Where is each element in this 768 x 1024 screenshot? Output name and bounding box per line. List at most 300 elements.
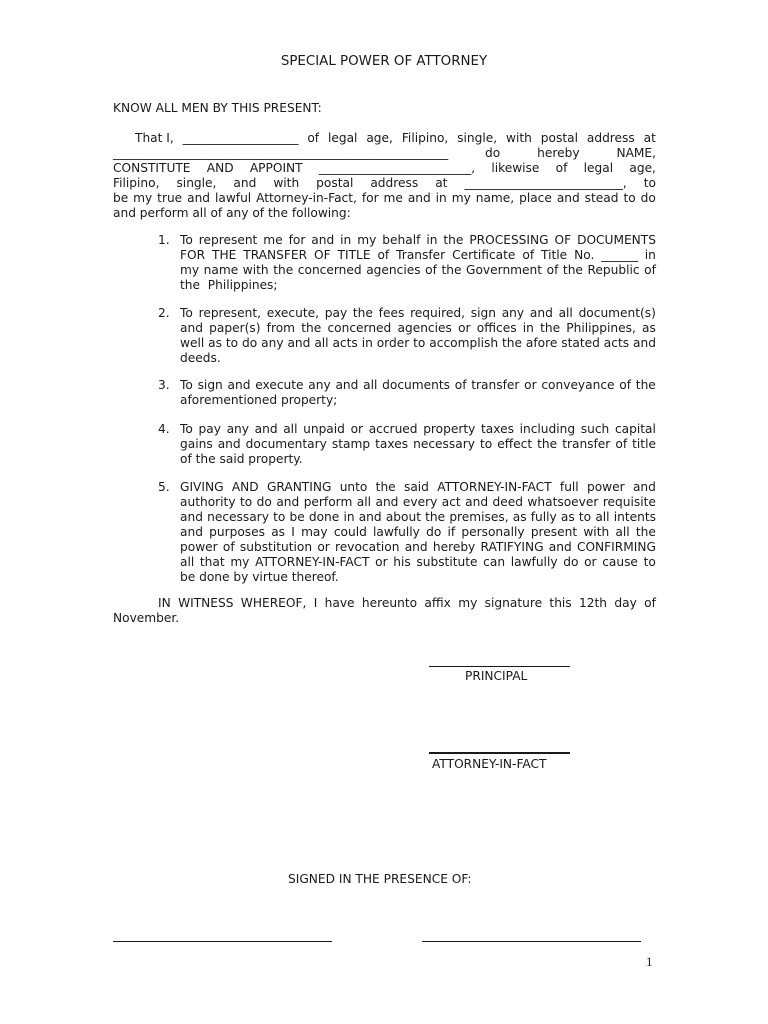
page-number: 1 — [646, 954, 653, 969]
word: lawfully — [373, 525, 420, 539]
word: at — [435, 176, 448, 190]
word: IN — [158, 596, 171, 610]
word: To — [180, 306, 193, 320]
word: Attorney-in-Fact, — [256, 191, 357, 205]
word: single, — [457, 131, 498, 145]
word: affix — [424, 596, 451, 610]
word: and — [632, 480, 656, 494]
word: about — [385, 510, 421, 524]
word: ______ — [601, 248, 638, 262]
word: FOR — [180, 248, 206, 262]
word: acts — [332, 336, 358, 350]
word: unpaid — [303, 422, 345, 436]
word: to — [225, 336, 239, 350]
word: No. — [574, 248, 595, 262]
word: true — [157, 191, 183, 205]
word: effect — [497, 437, 533, 451]
word: signature — [484, 596, 543, 610]
word: age, — [629, 161, 656, 175]
item-number: 3. — [158, 378, 170, 392]
word: PROCESSING — [469, 233, 549, 247]
word: and perform all of any of the following: — [113, 206, 351, 220]
intro-paragraph — [113, 131, 656, 221]
list-item — [180, 378, 656, 408]
word: his — [393, 555, 411, 569]
word: all — [363, 378, 378, 392]
word: could — [333, 525, 367, 539]
word: AND — [231, 480, 259, 494]
word: do — [563, 555, 579, 569]
word: and — [254, 422, 278, 436]
word: day — [614, 596, 637, 610]
item-number: 2. — [158, 306, 170, 320]
word: of — [425, 263, 437, 277]
word: in — [522, 321, 534, 335]
word: GIVING — [180, 480, 224, 494]
word: of — [644, 596, 656, 610]
word: and — [180, 510, 203, 524]
word: transfer — [471, 378, 520, 392]
word: and — [287, 336, 311, 350]
word: order — [376, 336, 410, 350]
word: lawfully — [510, 555, 558, 569]
word: the — [501, 336, 522, 350]
word: sign — [197, 378, 223, 392]
word: necessary — [413, 437, 475, 451]
presence-label: SIGNED IN THE PRESENCE OF: — [288, 872, 472, 886]
word: likewise — [491, 161, 540, 175]
list-item — [180, 306, 656, 366]
word: GRANTING — [266, 480, 332, 494]
word: with — [506, 131, 532, 145]
word: or — [350, 422, 364, 436]
word: and — [358, 510, 382, 524]
word: including — [519, 422, 576, 436]
text-line — [113, 611, 656, 626]
text-line — [180, 263, 656, 278]
word: all — [595, 510, 610, 524]
word: the — [352, 306, 373, 320]
word: in — [435, 191, 447, 205]
word: concerned — [297, 263, 362, 277]
word: required, — [410, 306, 466, 320]
word: stead — [584, 191, 619, 205]
word: to — [273, 510, 286, 524]
word: to — [578, 510, 592, 524]
word: TRANSFER — [243, 248, 308, 262]
word: _______________________________________________________ — [113, 146, 449, 160]
word: WHEREOF, — [240, 596, 307, 610]
text-line — [180, 321, 656, 336]
word: and — [217, 437, 241, 451]
word: documentary — [245, 437, 327, 451]
word: the — [441, 263, 462, 277]
word: well — [180, 336, 205, 350]
text-line — [180, 510, 656, 525]
word: the — [635, 525, 656, 539]
witness-signature-line-1 — [113, 941, 332, 942]
text-line — [180, 525, 656, 540]
word: postal — [540, 131, 578, 145]
text-line — [180, 336, 656, 351]
word: purposes — [209, 525, 266, 539]
word: of — [222, 540, 235, 554]
word: Government — [466, 263, 543, 277]
word: full — [559, 480, 579, 494]
word: the Philippines; — [180, 278, 278, 292]
word: revocation — [335, 540, 400, 554]
word: power — [586, 480, 625, 494]
word: can — [483, 555, 506, 569]
word: the — [443, 233, 464, 247]
word: fully — [530, 510, 557, 524]
word: RATIFYING — [480, 540, 544, 554]
word: be — [289, 510, 305, 524]
word: gains — [180, 437, 213, 451]
word: of — [522, 248, 535, 262]
word: all — [283, 422, 298, 436]
word: ATTORNEY-IN-FACT — [255, 555, 370, 569]
word: and — [187, 191, 211, 205]
word: agencies — [397, 321, 452, 335]
word: perform — [303, 495, 353, 509]
word: November. — [113, 611, 180, 625]
word: to — [479, 437, 493, 451]
word: intents — [613, 510, 656, 524]
word: requisite — [602, 495, 656, 509]
word: any — [308, 378, 331, 392]
word: aforementioned property; — [180, 393, 338, 407]
word: hereby — [537, 146, 580, 160]
word: To — [180, 422, 193, 436]
word: Filipino, — [113, 176, 160, 190]
item-number: 4. — [158, 422, 170, 436]
word: or — [375, 555, 388, 569]
word: power — [180, 540, 218, 554]
word: have — [324, 596, 355, 610]
word: may — [301, 525, 328, 539]
word: stated — [561, 336, 600, 350]
word: conveyance — [541, 378, 615, 392]
word: stamp — [331, 437, 371, 451]
word: name, — [475, 191, 515, 205]
word: CONSTITUTE — [113, 161, 191, 175]
text-line — [113, 161, 656, 176]
text-line — [180, 278, 656, 293]
word: if — [447, 525, 456, 539]
word: or — [317, 540, 330, 554]
word: all — [180, 555, 195, 569]
word: of — [454, 378, 467, 392]
word: deed — [492, 495, 523, 509]
word: and — [311, 233, 335, 247]
word: personally — [461, 525, 525, 539]
word: and — [227, 378, 251, 392]
word: document(s) — [578, 306, 656, 320]
word: of — [546, 263, 559, 277]
word: premises, — [449, 510, 509, 524]
word: all — [356, 495, 372, 509]
word: execute — [255, 378, 304, 392]
word: any — [261, 336, 284, 350]
word: To — [180, 233, 193, 247]
word: me — [263, 233, 283, 247]
word: and — [548, 540, 572, 554]
word: TITLE — [337, 248, 371, 262]
word: all — [314, 336, 329, 350]
word: the — [537, 437, 558, 451]
word: __________________________, — [464, 176, 627, 190]
word: single, — [176, 176, 217, 190]
word: the — [562, 263, 583, 277]
word: in — [343, 510, 355, 524]
attorney-signature-line — [429, 752, 570, 754]
attorney-label: ATTORNEY-IN-FACT — [432, 757, 547, 771]
text-line — [180, 248, 656, 263]
word: capital — [614, 422, 656, 436]
word: of — [377, 248, 390, 262]
word: place — [519, 191, 552, 205]
word: all — [558, 306, 573, 320]
word: and — [180, 525, 203, 539]
word: present — [530, 525, 578, 539]
word: authority — [180, 495, 236, 509]
text-line — [113, 191, 656, 206]
word: any — [501, 306, 525, 320]
word: my — [230, 555, 250, 569]
witness-signature-line-2 — [422, 941, 641, 942]
text-line — [180, 437, 656, 452]
word: my — [458, 596, 478, 610]
salutation: KNOW ALL MEN BY THIS PRESENT: — [113, 101, 322, 115]
word: as — [271, 525, 286, 539]
word: as — [642, 321, 656, 335]
word: my — [357, 233, 377, 247]
word: accomplish — [429, 336, 499, 350]
word: do — [242, 336, 258, 350]
word: afore — [525, 336, 558, 350]
word: That I, — [135, 131, 174, 145]
word: fees — [378, 306, 405, 320]
text-line — [180, 351, 656, 366]
word: accrued — [368, 422, 418, 436]
word: of — [615, 437, 628, 451]
word: my — [180, 263, 200, 277]
text-line — [180, 422, 656, 437]
word: this — [549, 596, 572, 610]
word: necessary — [207, 510, 269, 524]
text-line — [113, 206, 656, 221]
word: pay — [324, 306, 348, 320]
word: NAME, — [616, 146, 656, 160]
word: Transfer — [396, 248, 446, 262]
word: title — [632, 437, 656, 451]
principal-label: PRINCIPAL — [465, 669, 528, 683]
word: to — [239, 495, 253, 509]
word: with — [273, 176, 300, 190]
word: every — [402, 495, 438, 509]
word: legal — [583, 161, 614, 175]
word: transfer — [562, 437, 611, 451]
word: as — [560, 510, 575, 524]
list-item — [180, 422, 656, 467]
word: represent, — [198, 306, 262, 320]
word: be — [113, 191, 129, 205]
word: all — [615, 525, 630, 539]
word: APPOINT — [249, 161, 303, 175]
word: my — [133, 191, 153, 205]
text-line — [113, 146, 656, 161]
word: to — [643, 176, 656, 190]
word: substitute — [416, 555, 478, 569]
word: concerned — [327, 321, 392, 335]
word: done — [308, 510, 340, 524]
word: Title — [541, 248, 568, 262]
word: offices — [476, 321, 517, 335]
word: age, — [366, 131, 393, 145]
word: to — [413, 336, 426, 350]
word: the — [301, 321, 322, 335]
word: for — [361, 191, 379, 205]
witness-paragraph — [113, 596, 656, 626]
word: as — [512, 510, 527, 524]
word: Republic — [587, 263, 640, 277]
word: I — [313, 596, 318, 610]
word: and — [556, 191, 580, 205]
word: be done by virtue thereof. — [180, 570, 339, 584]
word: Certificate — [452, 248, 516, 262]
word: and — [276, 495, 300, 509]
word: behalf — [382, 233, 421, 247]
word: ___________________ — [182, 131, 299, 145]
text-line — [180, 570, 656, 585]
word: do — [485, 146, 501, 160]
word: OF — [554, 233, 572, 247]
word: of — [644, 263, 656, 277]
word: hereunto — [361, 596, 418, 610]
word: as — [208, 336, 222, 350]
word: of — [619, 378, 632, 392]
text-line — [180, 495, 656, 510]
word: do — [640, 191, 656, 205]
word: the — [635, 378, 656, 392]
word: agencies — [366, 263, 421, 277]
word: my — [451, 191, 471, 205]
word: the — [425, 510, 446, 524]
word: property — [423, 422, 476, 436]
word: such — [580, 422, 610, 436]
text-line — [180, 378, 656, 393]
word: and — [180, 321, 203, 335]
word: address — [370, 176, 419, 190]
word: at — [643, 131, 656, 145]
word: in — [361, 336, 373, 350]
word: in — [644, 248, 656, 262]
word: in — [340, 233, 352, 247]
text-line — [113, 596, 656, 611]
text-line — [180, 393, 656, 408]
word: CONFIRMING — [576, 540, 656, 554]
word: and — [465, 495, 489, 509]
word: the — [540, 321, 561, 335]
word: of the said property. — [180, 452, 303, 466]
word: WITNESS — [178, 596, 234, 610]
word: substitution — [239, 540, 313, 554]
document-title: SPECIAL POWER OF ATTORNEY — [280, 54, 488, 69]
word: and — [529, 306, 553, 320]
word: the — [375, 480, 396, 494]
word: Philippines, — [566, 321, 636, 335]
word: legal — [327, 131, 358, 145]
word: paper(s) — [209, 321, 261, 335]
word: or — [524, 378, 537, 392]
word: unto — [339, 480, 368, 494]
word: OF — [314, 248, 331, 262]
word: THE — [212, 248, 237, 262]
text-line — [180, 306, 656, 321]
word: do — [426, 525, 442, 539]
word: and — [375, 495, 399, 509]
word: sign — [470, 306, 496, 320]
word: documents — [382, 378, 450, 392]
text-line — [113, 131, 656, 146]
word: acts — [603, 336, 630, 350]
word: any — [226, 422, 249, 436]
word: or — [584, 555, 597, 569]
text-line — [180, 233, 656, 248]
text-line — [113, 176, 656, 191]
principal-signature-line — [429, 666, 570, 667]
word: name — [203, 263, 239, 277]
word: hereby — [432, 540, 476, 554]
text-line — [180, 540, 656, 555]
word: from — [266, 321, 296, 335]
word: I — [291, 525, 295, 539]
word: the — [273, 263, 294, 277]
word: execute, — [266, 306, 319, 320]
word: deeds. — [180, 351, 221, 365]
text-line — [180, 452, 656, 467]
word: or — [458, 321, 471, 335]
word: me — [383, 191, 403, 205]
list-item — [180, 233, 656, 293]
word: and — [407, 191, 431, 205]
text-line — [180, 480, 656, 495]
word: to — [643, 555, 656, 569]
item-number: 1. — [158, 233, 170, 247]
word: _________________________, — [318, 161, 476, 175]
word: AND — [206, 161, 234, 175]
word: taxes — [481, 422, 514, 436]
word: in — [426, 233, 438, 247]
item-number: 5. — [158, 480, 170, 494]
word: ATTORNEY-IN-FACT — [437, 480, 552, 494]
word: do — [256, 495, 272, 509]
word: pay — [198, 422, 221, 436]
word: that — [199, 555, 225, 569]
word: taxes — [375, 437, 409, 451]
word: and — [335, 378, 359, 392]
word: lawful — [214, 191, 252, 205]
word: DOCUMENTS — [577, 233, 656, 247]
word: address — [586, 131, 635, 145]
word: Filipino, — [401, 131, 449, 145]
word: and — [633, 336, 656, 350]
word: for — [288, 233, 306, 247]
word: To — [180, 378, 193, 392]
word: and — [233, 176, 257, 190]
word: represent — [198, 233, 258, 247]
